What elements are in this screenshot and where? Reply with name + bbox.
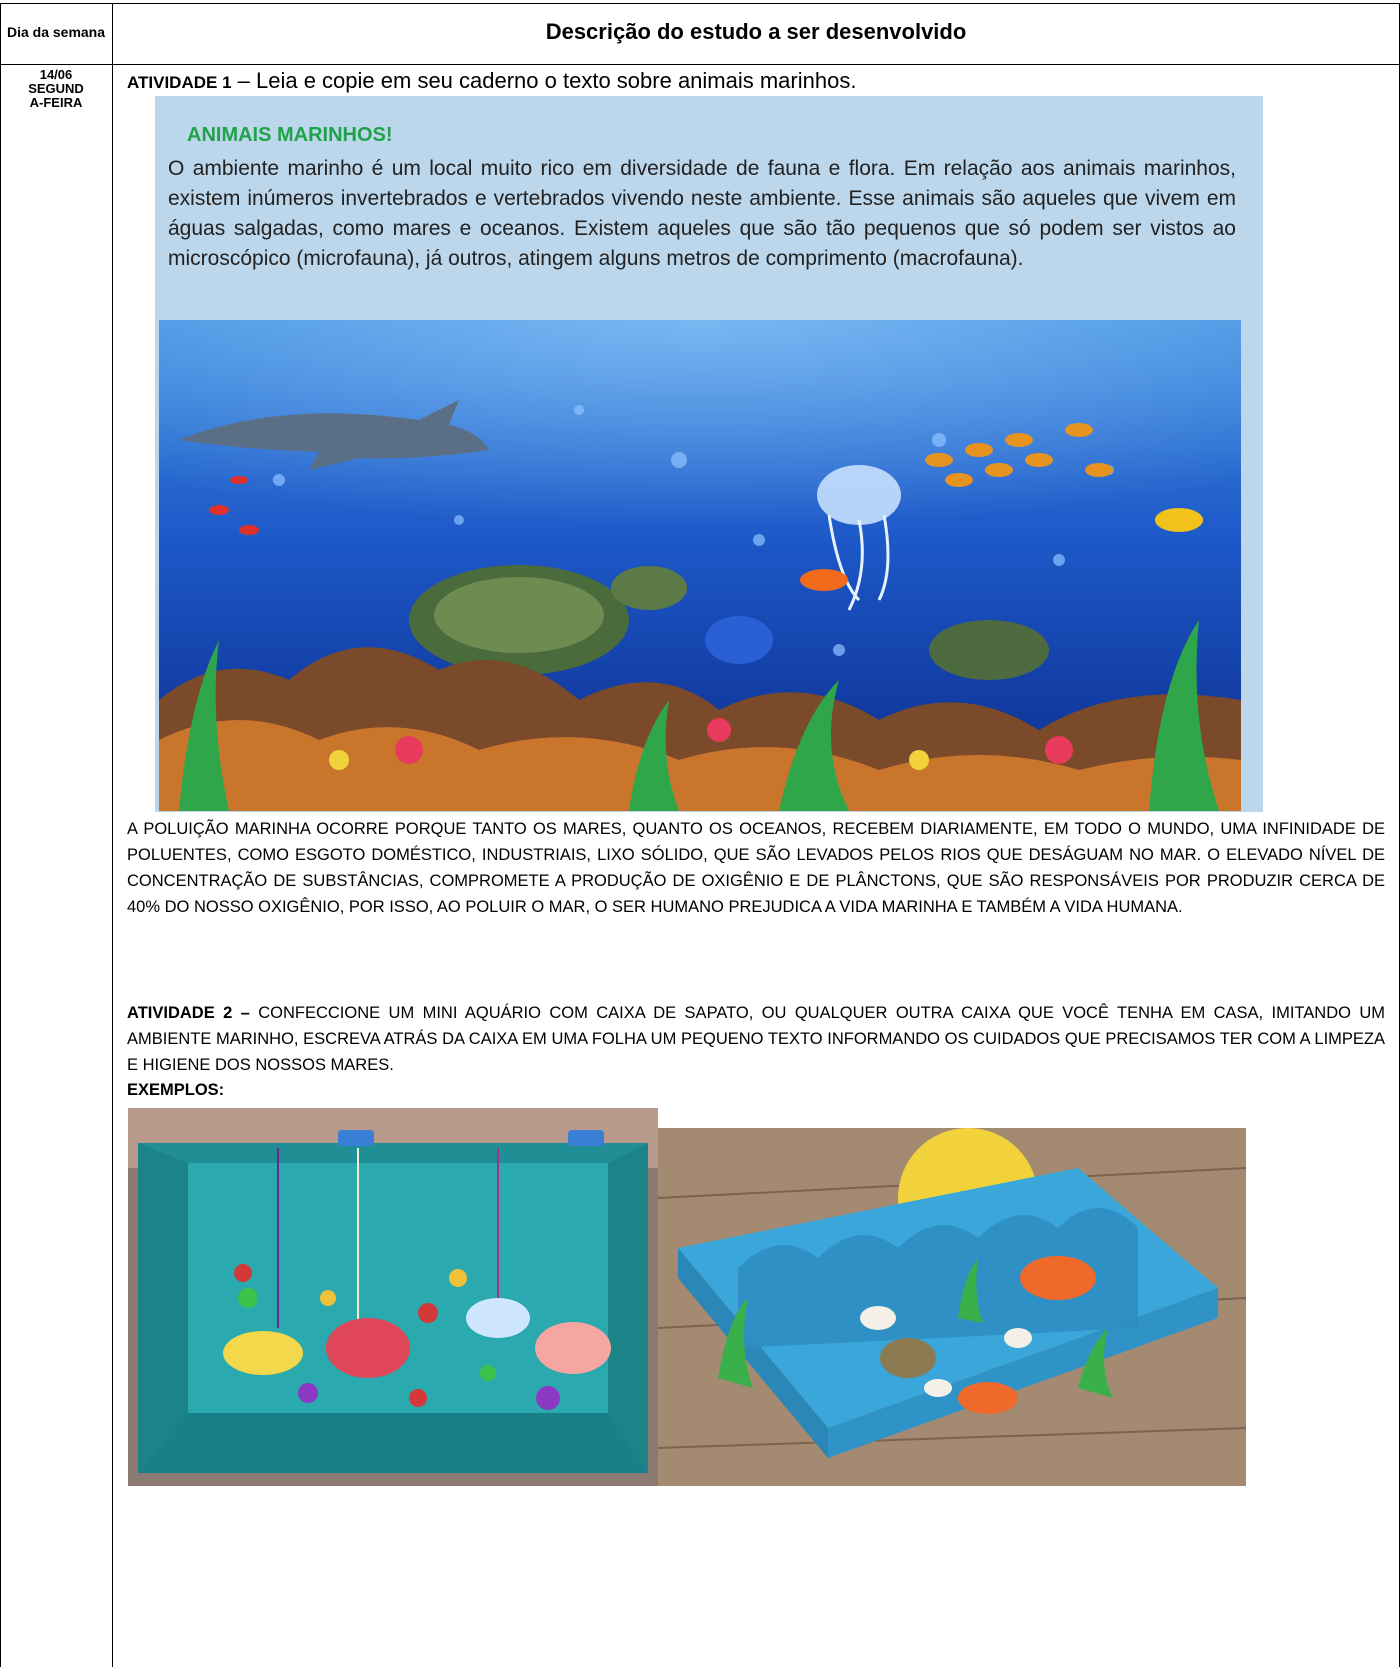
column-divider — [112, 3, 113, 1667]
example-photo-box-aquarium — [658, 1128, 1246, 1486]
weekday-label-line1: SEGUND — [28, 81, 84, 96]
table-border-left — [0, 3, 1, 1667]
marine-animals-title: ANIMAIS MARINHOS! — [187, 124, 393, 146]
weekday-label-line2: A-FEIRA — [29, 95, 83, 110]
day-cell — [2, 68, 110, 110]
ocean-illustration — [159, 320, 1241, 811]
examples-label: EXEMPLOS: — [127, 1081, 225, 1099]
header-divider — [0, 64, 1400, 65]
header-day-column — [2, 4, 110, 60]
activity-1-instruction — [127, 68, 856, 94]
date-label: 14/06 — [39, 67, 73, 82]
activity-2-instruction — [127, 1000, 1385, 1078]
header-day-label: Dia da semana — [6, 23, 106, 40]
activity-2-text: CONFECCIONE UM MINI AQUÁRIO COM CAIXA DE SAPATO, OU QUALQUER OUTRA CAIXA QUE VOCÊ TENHA EM CASA, IMITANDO UM AMBIENTE MARINHO, ESCREVA ATRÁS DA CAIXA EM UMA FOLHA UM PEQUENO TEXTO INFORMANDO OS CUIDADOS QUE PRECISAMOS TER COM A LIMPEZA E HIGIENE DOS NOSSOS MARES. — [127, 1004, 1385, 1074]
example-photo-shoebox-aquarium — [128, 1108, 658, 1486]
activity-1-label: ATIVIDADE 1 — [127, 73, 232, 92]
header-description-label: Descrição do estudo a ser desenvolvido — [545, 19, 967, 44]
activity-2-label: ATIVIDADE 2 – — [127, 1004, 250, 1022]
pollution-paragraph: A POLUIÇÃO MARINHA OCORRE PORQUE TANTO OS MARES, QUANTO OS OCEANOS, RECEBEM DIARIAMENTE, EM TODO O MUNDO, UMA INFINIDADE DE POLUENTES, COMO ESGOTO DOMÉSTICO, INDUSTRIAIS, LIXO SÓLIDO, QUE SÃO LEVADOS PELOS RIOS QUE DESÁGUAM NO MAR. O ELEVADO NÍVEL DE CONCENTRAÇÃO DE SUBSTÂNCIAS, COMPROMETE A PRODUÇÃO DE OXIGÊNIO E DE PLÂNCTONS, QUE SÃO RESPONSÁVEIS POR PRODUZIR CERCA DE 40% DO NOSSO OXIGÊNIO, POR ISSO, AO POLUIR O MAR, O SER HUMANO PREJUDICA A VIDA MARINHA E TAMBÉM A VIDA HUMANA. — [127, 820, 1385, 916]
header-description-column — [114, 4, 1398, 60]
marine-animals-paragraph: O ambiente marinho é um local muito rico em diversidade de fauna e flora. Em relação aos animais marinhos, existem inúmeros invertebrados e vertebrados vivendo neste ambiente. Esse animais são aqueles que vivem em águas salgadas, como mares e oceanos. Existem aqueles que são tão pequenos que só podem ser vistos ao microscópico (microfauna), já outros, atingem alguns metros de comprimento (macrofauna). — [168, 157, 1236, 270]
activity-1-text: – Leia e copie em seu caderno o texto sobre animais marinhos. — [231, 68, 857, 93]
